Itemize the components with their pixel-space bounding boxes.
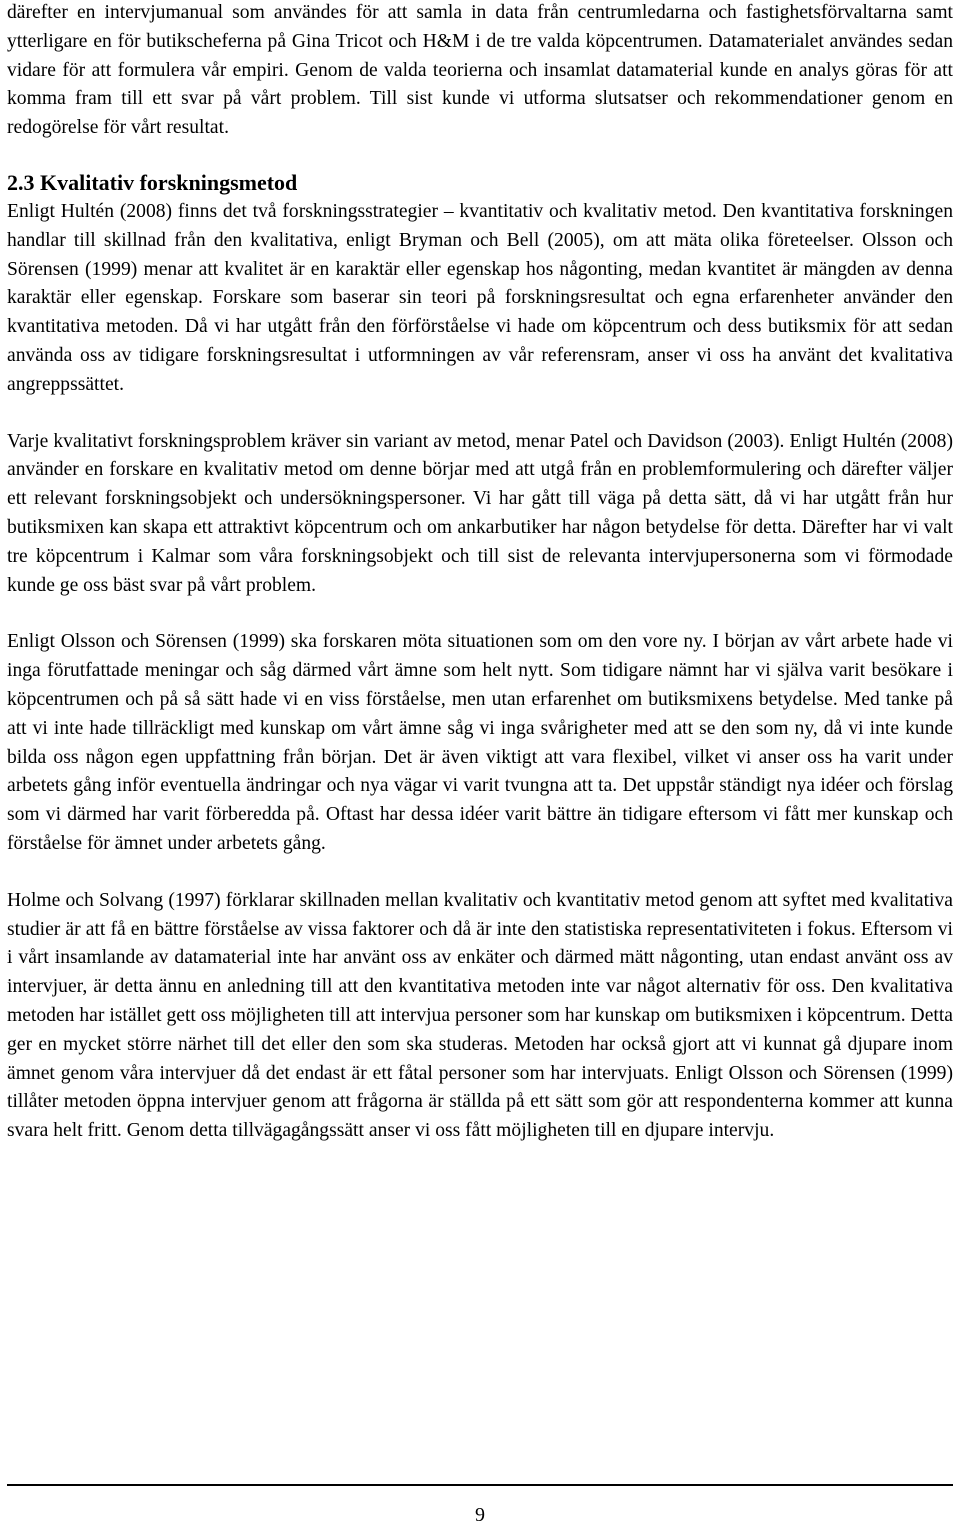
body-paragraph-4: Holme och Solvang (1997) förklarar skillnaden mellan kvalitativ och kvantitativ metod genom att syftet med kvalitativa studier är att få en bättre förståelse av vissa faktorer och då är inte den statistiska representativiteten i fokus. Eftersom vi i vårt insamlande av datamaterial inte har använt oss av enkäter och därmed mätt någonting, utan endast använt oss av intervjuer, är detta ännu en anledning till att den kvantitativa metoden inte var något alternativ för oss. Den kvalitativa metoden har istället gett oss möjligheten till att intervjua personer som har kunskap om butiksmixen i köpcentrum. Detta ger en mycket större närhet till det eller den som ska studeras. Metoden har också gjort att vi kunnat gå djupare inom ämnet genom våra intervjuer då det endast är ett fåtal personer som har intervjuats. Enligt Olsson och Sörensen (1999) tillåter metoden öppna intervjuer genom att frågorna är ställda på ett sätt som gör att respondenterna kommer att kunna svara helt fritt. Genom detta tillvägagångssätt anser vi oss fått möjligheten till en djupare intervju.	[7, 889, 953, 1142]
footer-divider	[7, 1484, 953, 1486]
document-page	[7, 0, 953, 1146]
body-paragraph-1: Enligt Hultén (2008) finns det två forskningsstrategier – kvantitativ och kvalitativ metod. Den kvantitativa forskningen handlar till skillnad från den kvalitativa, enligt Bryman och Bell (2005), om att mäta olika företeelser. Olsson och Sörensen (1999) menar att kvalitet är en karaktär eller egenskap hos någonting, medan kvantitet är mängden av denna karaktär eller egenskap. Forskare som baserar sin teori på forskningsresultat och egna erfarenheter använder den kvantitativa metoden. Då vi har utgått från den förförståelse vi hade om köpcentrum och dess butiksmix för att sedan använda oss av tidigare forskningsresultat i utformningen av vår referensram, anser vi oss ha använt det kvalitativa angreppssättet.	[7, 200, 953, 395]
body-paragraph-3: Enligt Olsson och Sörensen (1999) ska forskaren möta situationen som om den vore ny. I början av vårt arbete hade vi inga förutfattade meningar och såg därmed vårt ämne som helt nytt. Som tidigare nämnt har vi själva varit besökare i köpcentrumen och på så sätt hade vi en viss förståelse, men utan erfarenhet om butiksmixens betydelse. Med tanke på att vi inte hade tillräckligt med kunskap om vårt ämne såg vi inga svårigheter med att se den som ny, då vi inte kunde bilda oss någon egen uppfattning från början. Det är även viktigt att vara flexibel, vilket vi anser oss ha varit under arbetets gång inför eventuella ändringar och nya vägar vi varit tvungna att ta. Det uppstår ständigt nya idéer och förslag som vi därmed har varit förberedda på. Oftast har dessa idéer varit bättre än tidigare eftersom vi fått mer kunskap och förståelse för ämnet under arbetets gång.	[7, 631, 953, 854]
page-number: 9	[475, 1504, 485, 1526]
body-paragraph-intro: därefter en intervjumanual som användes för att samla in data från centrumledarna och fastighetsförvaltarna samt ytterligare en för butikscheferna på Gina Tricot och H&M i de tre valda köpcentrumen. Datamaterialet användes sedan vidare för att formulera vår empiri. Genom de valda teorierna och insamlat datamaterial kunde en analys göras för att komma fram till ett svar på vårt problem. Till sist kunde vi utforma slutsatser och rekommendationer genom en redogörelse för vårt resultat.	[7, 2, 953, 139]
section-heading: 2.3 Kvalitativ forskningsmetod	[7, 169, 298, 195]
body-paragraph-2: Varje kvalitativt forskningsproblem kräver sin variant av metod, menar Patel och Davidson (2003). Enligt Hultén (2008) använder en forskare en kvalitativ metod om denne börjar med att utgå från en problemformulering och därefter väljer ett relevant forskningsobjekt och undersökningspersoner. Vi har gått till väga på detta sätt, då vi har utgått från hur butiksmixen kan skapa ett attraktivt köpcentrum och om ankarbutiker har någon betydelse för detta. Därefter har vi valt tre köpcentrum i Kalmar som våra forskningsobjekt och till sist de relevanta intervjupersonerna som vi förmodade kunde ge oss bäst svar på vårt problem.	[7, 430, 953, 596]
